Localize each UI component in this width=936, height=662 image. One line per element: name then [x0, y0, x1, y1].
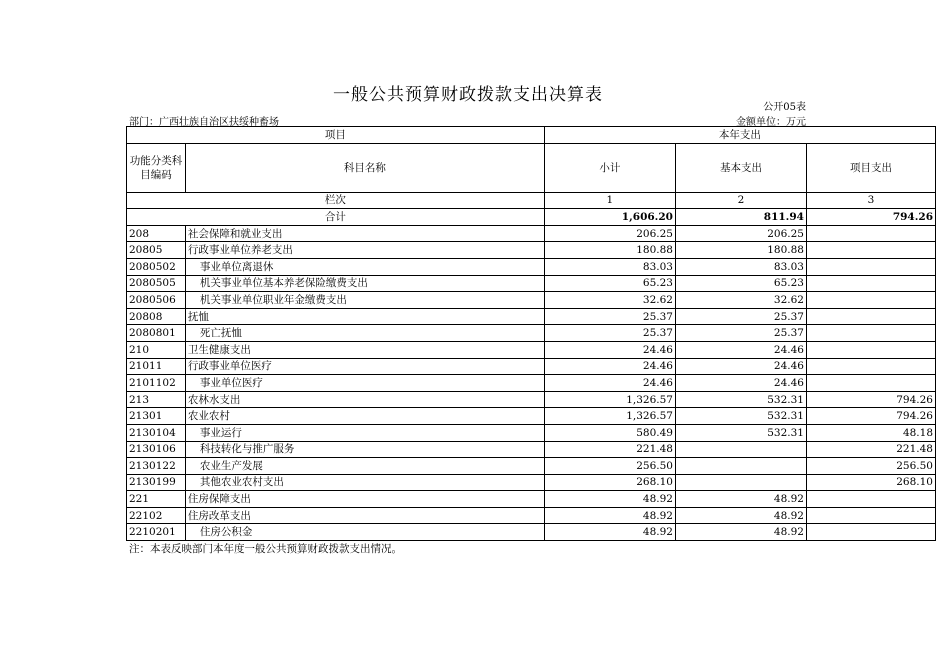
row-code: 213	[127, 391, 186, 408]
total-subtotal: 1,606.20	[544, 209, 675, 226]
header-subtotal: 小计	[544, 143, 675, 192]
row-code: 2080502	[127, 258, 186, 275]
row-subtotal: 221.48	[544, 441, 675, 458]
row-subtotal: 206.25	[544, 225, 675, 242]
row-project	[806, 225, 935, 242]
table-row	[127, 308, 936, 325]
row-project: 794.26	[806, 408, 935, 425]
row-code: 20808	[127, 308, 186, 325]
row-subtotal: 580.49	[544, 424, 675, 441]
row-basic: 206.25	[675, 225, 806, 242]
row-subject-name: 住房保障支出	[185, 491, 544, 508]
header-basic-expenditure: 基本支出	[675, 143, 806, 192]
row-basic: 24.46	[675, 341, 806, 358]
row-project	[806, 242, 935, 259]
row-subtotal: 48.92	[544, 507, 675, 524]
table-row	[127, 441, 936, 458]
row-project	[806, 308, 935, 325]
table-row	[127, 375, 936, 392]
row-project: 268.10	[806, 474, 935, 491]
table-row	[127, 325, 936, 342]
total-basic: 811.94	[675, 209, 806, 226]
row-project	[806, 258, 935, 275]
header-subject-name: 科目名称	[185, 143, 544, 192]
column-number-2: 2	[675, 192, 806, 209]
row-subtotal: 48.92	[544, 491, 675, 508]
row-subject-name: 机关事业单位基本养老保险缴费支出	[185, 275, 544, 292]
row-project	[806, 292, 935, 309]
row-code: 20805	[127, 242, 186, 259]
report-title: 一般公共预算财政拨款支出决算表	[333, 85, 603, 105]
total-label: 合计	[127, 209, 545, 226]
table-row	[127, 474, 936, 491]
row-basic	[675, 441, 806, 458]
row-project	[806, 358, 935, 375]
row-subject-name: 事业运行	[185, 424, 544, 441]
row-subtotal: 65.23	[544, 275, 675, 292]
row-code: 2210201	[127, 524, 186, 541]
department-label: 部门：广西壮族自治区扶绥种畜场	[129, 117, 279, 128]
table-body	[127, 225, 936, 540]
table-row	[127, 491, 936, 508]
row-subject-name: 行政事业单位医疗	[185, 358, 544, 375]
row-subtotal: 32.62	[544, 292, 675, 309]
expenditure-table	[126, 126, 936, 541]
row-code: 2080801	[127, 325, 186, 342]
row-subtotal: 180.88	[544, 242, 675, 259]
row-project	[806, 275, 935, 292]
table-row	[127, 507, 936, 524]
table-row	[127, 391, 936, 408]
row-code: 21301	[127, 408, 186, 425]
header-current-year: 本年支出	[544, 127, 935, 144]
row-code: 2130106	[127, 441, 186, 458]
row-project: 48.18	[806, 424, 935, 441]
row-basic: 180.88	[675, 242, 806, 259]
row-subject-name: 农林水支出	[185, 391, 544, 408]
row-project: 794.26	[806, 391, 935, 408]
row-basic: 83.03	[675, 258, 806, 275]
table-row	[127, 225, 936, 242]
row-subject-name: 其他农业农村支出	[185, 474, 544, 491]
row-basic: 65.23	[675, 275, 806, 292]
table-row	[127, 258, 936, 275]
row-code: 22102	[127, 507, 186, 524]
table-row	[127, 524, 936, 541]
table-row	[127, 424, 936, 441]
row-project	[806, 507, 935, 524]
row-basic: 532.31	[675, 391, 806, 408]
row-subject-name: 机关事业单位职业年金缴费支出	[185, 292, 544, 309]
row-project: 221.48	[806, 441, 935, 458]
total-row	[127, 209, 936, 226]
header-project-expenditure: 项目支出	[806, 143, 935, 192]
row-subtotal: 24.46	[544, 375, 675, 392]
row-code: 210	[127, 341, 186, 358]
row-basic: 532.31	[675, 408, 806, 425]
row-code: 2101102	[127, 375, 186, 392]
row-subtotal: 83.03	[544, 258, 675, 275]
header-function-code: 功能分类科目编码	[127, 143, 186, 192]
row-subject-name: 住房公积金	[185, 524, 544, 541]
row-subject-name: 事业单位医疗	[185, 375, 544, 392]
row-code: 21011	[127, 358, 186, 375]
row-code: 2080505	[127, 275, 186, 292]
row-basic: 32.62	[675, 292, 806, 309]
row-subtotal: 24.46	[544, 341, 675, 358]
row-code: 2080506	[127, 292, 186, 309]
row-code: 2130199	[127, 474, 186, 491]
row-basic	[675, 474, 806, 491]
row-basic: 24.46	[675, 358, 806, 375]
row-basic: 48.92	[675, 491, 806, 508]
row-subject-name: 农业农村	[185, 408, 544, 425]
table-row	[127, 292, 936, 309]
row-project: 256.50	[806, 458, 935, 475]
footnote: 注：本表反映部门本年度一般公共预算财政拨款支出情况。	[129, 543, 402, 555]
row-subtotal: 25.37	[544, 325, 675, 342]
row-subject-name: 卫生健康支出	[185, 341, 544, 358]
row-project	[806, 375, 935, 392]
row-subtotal: 48.92	[544, 524, 675, 541]
row-project	[806, 491, 935, 508]
row-basic: 48.92	[675, 524, 806, 541]
table-row	[127, 408, 936, 425]
column-number-label: 栏次	[127, 192, 545, 209]
row-basic: 25.37	[675, 325, 806, 342]
row-subtotal: 256.50	[544, 458, 675, 475]
row-project	[806, 325, 935, 342]
row-code: 2130104	[127, 424, 186, 441]
row-subject-name: 农业生产发展	[185, 458, 544, 475]
row-basic: 48.92	[675, 507, 806, 524]
header-project: 项目	[127, 127, 545, 144]
column-number-3: 3	[806, 192, 935, 209]
row-code: 208	[127, 225, 186, 242]
row-project	[806, 524, 935, 541]
row-subtotal: 24.46	[544, 358, 675, 375]
row-basic: 25.37	[675, 308, 806, 325]
row-subject-name: 住房改革支出	[185, 507, 544, 524]
row-subject-name: 行政事业单位养老支出	[185, 242, 544, 259]
row-subtotal: 1,326.57	[544, 408, 675, 425]
table-row	[127, 275, 936, 292]
row-subject-name: 科技转化与推广服务	[185, 441, 544, 458]
row-subject-name: 社会保障和就业支出	[185, 225, 544, 242]
amount-unit-label: 金额单位：万元	[736, 117, 806, 128]
table-row	[127, 458, 936, 475]
row-subject-name: 抚恤	[185, 308, 544, 325]
total-project: 794.26	[806, 209, 935, 226]
row-code: 2130122	[127, 458, 186, 475]
form-number: 公开05表	[763, 102, 806, 113]
table-row	[127, 358, 936, 375]
row-basic: 24.46	[675, 375, 806, 392]
row-subtotal: 1,326.57	[544, 391, 675, 408]
row-subject-name: 死亡抚恤	[185, 325, 544, 342]
table-row	[127, 242, 936, 259]
column-number-1: 1	[544, 192, 675, 209]
row-basic	[675, 458, 806, 475]
row-subject-name: 事业单位离退休	[185, 258, 544, 275]
table-row	[127, 341, 936, 358]
row-project	[806, 341, 935, 358]
row-basic: 532.31	[675, 424, 806, 441]
row-subtotal: 25.37	[544, 308, 675, 325]
row-subtotal: 268.10	[544, 474, 675, 491]
row-code: 221	[127, 491, 186, 508]
